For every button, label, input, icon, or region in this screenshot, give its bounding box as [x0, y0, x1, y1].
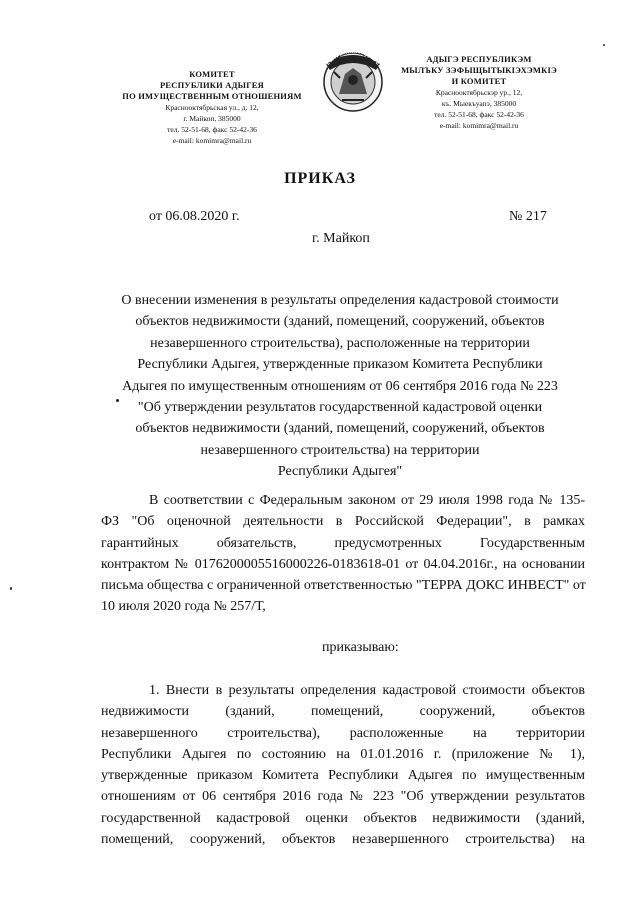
phone-ru: тел. 52-51-68, факс 52-42-36	[167, 125, 257, 134]
document-title: ПРИКАЗ	[284, 170, 356, 187]
scan-speck	[603, 44, 605, 46]
address-ru: Краснооктябрьская ул., д. 12,	[165, 103, 259, 112]
subject-line: Республики Адыгея, утвержденные приказом Комитета Республики	[137, 357, 543, 373]
item-1-line: Республики Адыгея по состоянию на 01.01.2016 г. (приложение № 1),	[101, 746, 585, 762]
preamble-line: гарантийных обязательств, предусмотренных Государственным	[101, 535, 585, 551]
subject-line: Республики Адыгея"	[277, 464, 403, 480]
item-1-line: 1. Внести в результаты определения кадастровой стоимости объектов	[149, 683, 585, 698]
item-1-line: незавершенного строительства), расположенные на территории	[101, 725, 585, 741]
scan-speck	[10, 587, 12, 590]
emblem-ribbon-text: РЕСПУБЛИКА АДЫГЕЯ	[322, 48, 384, 70]
org-name-ady-line-1: АДЫГЭ РЕСПУБЛИКЭМ	[426, 54, 532, 64]
subject-line: объектов недвижимости (зданий, помещений, сооружений, объектов	[135, 314, 545, 330]
preamble-line: письма общества с ограниченной ответственностью "ТЕРРА ДОКС ИНВЕСТ" от	[101, 578, 586, 594]
email-ady: e-mail: komimra@mail.ru	[439, 121, 519, 130]
document-subject	[100, 290, 580, 483]
subject-line: незавершенного строительства) на территории	[200, 442, 480, 458]
letterhead-right	[394, 54, 564, 131]
preamble-line: контрактом № 0176200005516000226-0183618-01 от 04.04.2016г., на основании	[101, 556, 585, 572]
subject-line: объектов недвижимости (зданий, помещений, сооружений, объектов	[135, 421, 545, 437]
preamble-line: В соответствии с Федеральным законом от 29 июля 1998 года № 135-	[149, 493, 585, 508]
phone-ady: тел. 52-51-68, факс 52-42-36	[434, 110, 524, 119]
org-name-ru-line-3: ПО ИМУЩЕСТВЕННЫМ ОТНОШЕНИЯМ	[122, 91, 302, 101]
org-name-ru-line-2: РЕСПУБЛИКИ АДЫГЕЯ	[159, 80, 265, 90]
org-name-ru-line-1: КОМИТЕТ	[189, 69, 235, 79]
city-ru: г. Майкоп, 385000	[183, 114, 241, 123]
subject-line: О внесении изменения в результаты определения кадастровой стоимости	[121, 293, 559, 308]
subject-line: Адыгея по имущественным отношениям от 06 сентября 2016 года № 223	[122, 378, 558, 394]
item-1-line: государственной кадастровой оценки объектов недвижимости (зданий,	[101, 810, 585, 826]
preamble-line: ФЗ "Об оценочной деятельности в Российской Федерации", в рамках	[101, 514, 585, 530]
org-name-ady-line-2: МЫЛЪКУ ЗЭФЫЩЫТЫКІЭХЭМКІЭ	[401, 65, 557, 75]
preamble-paragraph	[101, 490, 585, 618]
item-1-line: помещений, сооружений, объектов незавершенного строительства) на	[101, 832, 585, 848]
coat-of-arms-icon	[312, 44, 394, 112]
subject-line: незавершенного строительства), расположенные на территории	[150, 335, 530, 351]
item-1-line: отношениям от 06 сентября 2016 года № 223 "Об утверждении результатов	[101, 789, 585, 805]
subject-line: "Об утверждении результатов государственной кадастровой оценки	[137, 400, 543, 416]
org-name-ady-line-3: И КОМИТЕТ	[451, 76, 507, 86]
item-1-line: утвержденные приказом Комитета Республики Адыгея по имущественным	[101, 768, 585, 784]
document-date: от 06.08.2020 г.	[149, 209, 240, 224]
address-ady: Краснооктябрьскэр ур., 12,	[435, 88, 523, 97]
city-ady: къ. Мыекъуапэ, 385000	[441, 99, 517, 108]
order-word: приказываю:	[322, 640, 399, 655]
item-1-paragraph	[101, 680, 585, 850]
item-1-line: недвижимости (зданий, помещений, сооружений, объектов	[101, 704, 585, 720]
scan-speck	[116, 399, 119, 402]
email-ru: e-mail: komimra@mail.ru	[172, 136, 252, 145]
document-number: № 217	[509, 209, 547, 224]
document-city: г. Майкоп	[312, 231, 370, 246]
preamble-line: 10 июля 2020 года № 257/Т,	[101, 599, 266, 615]
letterhead-left	[112, 69, 312, 146]
